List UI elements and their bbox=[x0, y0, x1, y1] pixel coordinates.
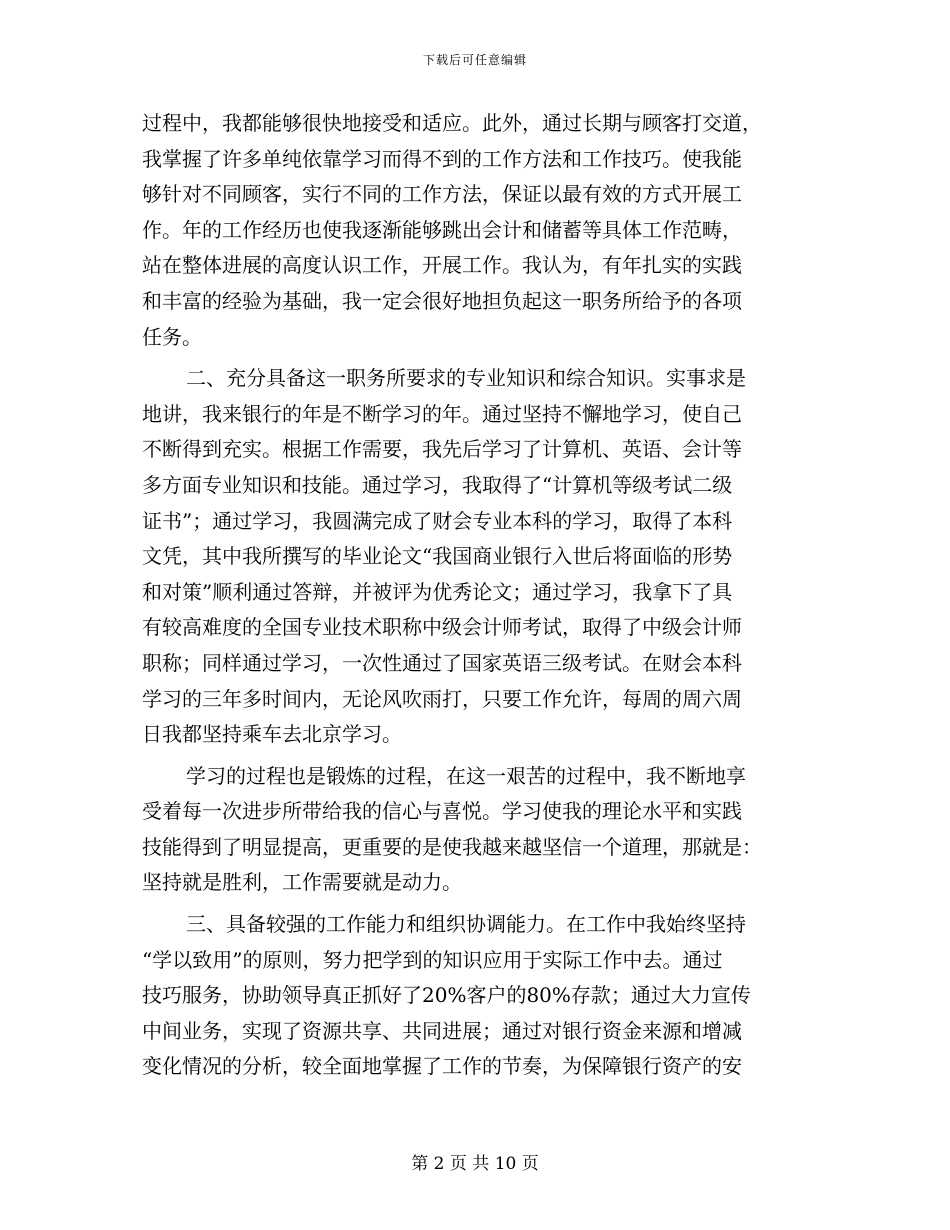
text-line: 任务。 bbox=[142, 324, 202, 349]
text-line: “学以致用”的原则，努力把学到的知识应用于实际工作中去。通过 bbox=[142, 947, 723, 972]
text-line: 受着每一次进步所带给我的信心与喜悦。学习使我的理论水平和实践 bbox=[142, 799, 742, 824]
text-line: 地讲，我来银行的年是不断学习的年。通过坚持不懈地学习，使自己 bbox=[142, 401, 742, 426]
text-line: 站在整体进展的高度认识工作，开展工作。我认为，有年扎实的实践 bbox=[142, 253, 742, 278]
text-line: 文凭，其中我所撰写的毕业论文“我国商业银行入世后将面临的形势 bbox=[142, 544, 733, 569]
text-line: 和对策”顺利通过答辩，并被评为优秀论文；通过学习，我拿下了具 bbox=[142, 579, 733, 604]
text-line: 坚持就是胜利，工作需要就是动力。 bbox=[142, 870, 462, 895]
text-line: 过程中，我都能够很快地接受和适应。此外，通过长期与顾客打交道， bbox=[142, 111, 762, 135]
text-line: 作。年的工作经历也使我逐渐能够跳出会计和储蓄等具体工作范畴， bbox=[142, 217, 742, 242]
paragraph-3 bbox=[142, 759, 808, 901]
text-line: 学习的过程也是锻炼的过程，在这一艰苦的过程中，我不断地享 bbox=[186, 763, 746, 788]
text-line: 中间业务，实现了资源共享、共同进展；通过对银行资金来源和增减 bbox=[142, 1018, 742, 1043]
text-line: 够针对不同顾客，实行不同的工作方法，保证以最有效的方式开展工 bbox=[142, 182, 742, 207]
page-header: 下载后可任意编辑 bbox=[422, 53, 527, 67]
text-line: 有较高难度的全国专业技术职称中级会计师考试，取得了中级会计师 bbox=[142, 615, 742, 640]
text-line: 技巧服务，协助领导真正抓好了20%客户的80%存款；通过大力宣传 bbox=[142, 983, 751, 1008]
paragraph-2 bbox=[142, 361, 808, 753]
document-body bbox=[142, 106, 808, 1091]
text-line: 职称；同样通过学习，一次性通过了国家英语三级考试。在财会本科 bbox=[142, 650, 742, 675]
text-line: 我掌握了许多单纯依靠学习而得不到的工作方法和工作技巧。使我能 bbox=[142, 146, 742, 171]
text-line: 学习的三年多时间内，无论风吹雨打，只要工作允许，每周的周六周 bbox=[142, 686, 742, 711]
text-line: 和丰富的经验为基础，我一定会很好地担负起这一职务所给予的各项 bbox=[142, 288, 742, 313]
text-line: 证书”；通过学习，我圆满完成了财会专业本科的学习，取得了本科 bbox=[142, 508, 733, 533]
text-line: 技能得到了明显提高，更重要的是使我越来越坚信一个道理，那就是： bbox=[142, 834, 762, 859]
text-line: 多方面专业知识和技能。通过学习，我取得了“计算机等级考试二级 bbox=[142, 472, 733, 497]
paragraph-1 bbox=[142, 106, 808, 355]
text-line: 二、充分具备这一职务所要求的专业知识和综合知识。实事求是 bbox=[186, 366, 746, 391]
text-line: 三、具备较强的工作能力和组织协调能力。在工作中我始终坚持 bbox=[186, 912, 746, 937]
paragraph-4 bbox=[142, 907, 808, 1085]
page-number: 第 2 页 共 10 页 bbox=[411, 1154, 539, 1174]
text-line: 变化情况的分析，较全面地掌握了工作的节奏，为保障银行资产的安 bbox=[142, 1054, 742, 1079]
text-line: 不断得到充实。根据工作需要，我先后学习了计算机、英语、会计等 bbox=[142, 437, 742, 462]
text-line: 日我都坚持乘车去北京学习。 bbox=[142, 722, 402, 747]
